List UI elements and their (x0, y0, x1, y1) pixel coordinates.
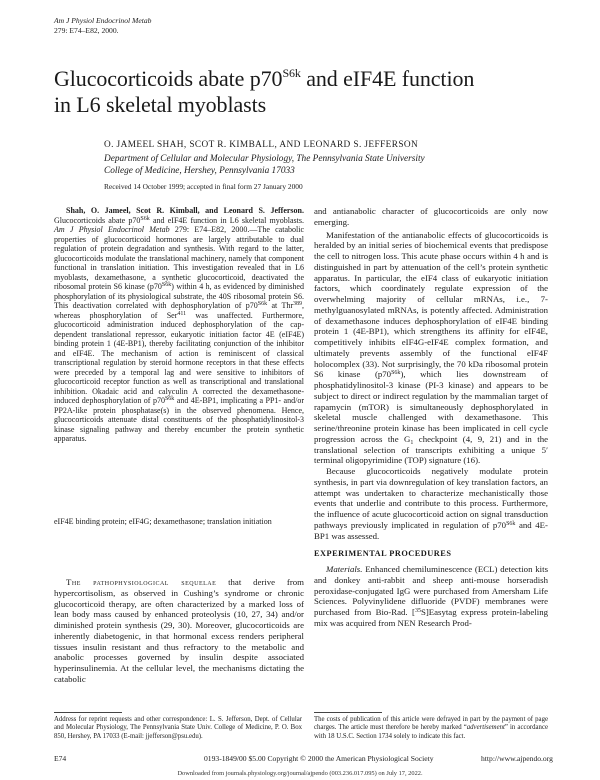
abstract-text: ) within 4 h, as evidenced by diminished phosphorylation of its physiological substrate, the 40S ribosomal protein S6. This deactivation correlated with dephosphorylation of p70 (54, 282, 304, 310)
abstract-sup: S6k (257, 301, 268, 307)
abstract-text: 279: E74–E82, 2000.—The catabolic properties of glucocorticoid hormones are largely attributable to dual regulation of protein degradation and synthesis. With regard to the latter, glucocorticoids modulate the translational machinery, namely that component functional in translation initiation. This investigation revealed that in L6 myoblasts, dexamethasone, a synthetic glucocorticoid, deactivated the ribosomal protein S6 kinase (p70 (54, 225, 304, 291)
materials-text: S]Easytag express protein-labeling mix was acquired from NEN Research Prod- (314, 607, 548, 628)
intro-text: that derive from hypercortisolism, as observed in Cushing’s syndrome or chronic glucocorticoid therapy, are often characterized by a marked loss of lean body mass caused by enhanced proteolysis (10, 27, 34) and/or diminished protein synthesis (29, 30). Moreover, glucocorticoids are inherently diabetogenic, in that hormonal excess renders peripheral tissues insulin resistant and thus refractory to the metabolic and anabolic processes governed by insulin despite associated hyperinsulinemia. At the cellular level, the mechanisms dictating the catabolic (54, 577, 304, 684)
article-title (54, 66, 544, 118)
correspondence-footnote: Address for reprint requests and other correspondence: L. S. Jefferson, Dept. of Cellular and Molecular Physiology, The Pennsylvania State Univ. College of Medicine, P. O. Box 850, Hershey, PA 17033 (E-mail: jjefferson@psu.edu). (54, 716, 302, 740)
fn-text: The costs of publication of this article were defrayed in part by the payment of page charges. The article must therefore be hereby marked “ (314, 716, 548, 732)
footnote-rule-right (314, 712, 382, 713)
abstract-authors: Shah, O. Jameel, Scot R. Kimball, and Leonard S. Jefferson. (66, 206, 304, 215)
page-number: E74 (54, 754, 67, 763)
materials-paragraph (314, 564, 548, 629)
fn-advertisement: advertisement (466, 724, 505, 732)
journal-url-link[interactable]: http://www.ajpendo.org (481, 754, 553, 763)
intro-lead: The pathophysiological sequelae (66, 577, 217, 587)
abstract-text: and eIF4E function in L6 skeletal myoblasts. (149, 215, 304, 225)
title-part2: and eIF4E function (300, 66, 475, 91)
paragraph-2 (314, 230, 548, 467)
p2-text: ), which lies downstream of phosphatidylinositol-3 kinase (PI-3 kinase) and appears to be subject to direct or indirect regulation by the mammalian target of rapamycin (mTOR) is simultaneously dephosphorylated in skeletal muscle challenged with dexamethasone. This serine/threonine protein kinase has been implicated in cell cycle progression across the G (314, 369, 548, 444)
title-superscript: S6k (282, 66, 301, 80)
p3-sup: S6k (506, 520, 516, 527)
title-line2: in L6 skeletal myoblasts (54, 92, 267, 117)
affiliation-line2: College of Medicine, Hershey, Pennsylvania 17033 (104, 165, 295, 176)
abstract-sup: 389 (293, 301, 302, 307)
abstract-sup: S6k (161, 282, 172, 288)
abstract-text: at Thr (267, 301, 293, 310)
abstract-text: , whereas phosphorylation of Ser (54, 301, 304, 320)
abstract-journal: Am J Physiol Endocrinol Metab (54, 225, 170, 234)
journal-citation (54, 16, 151, 36)
keywords: eIF4E binding protein; eIF4G; dexamethasone; translation initiation (54, 517, 272, 526)
journal-volume-pages: 279: E74–E82, 2000. (54, 26, 119, 35)
received-dates: Received 14 October 1999; accepted in final form 27 January 2000 (104, 182, 303, 191)
abstract-sup: S6k (164, 396, 175, 402)
p2-text: Manifestation of the antianabolic effects of glucocorticoids is heralded by an initial series of biochemical events that predispose the cell to nitrogen loss. This acute phase occurs within 4 h and is distinguished in part by attenuation of the cell’s protein synthetic apparatus. In particular, the eIF4 class of eukaryotic initiation factors, which coordinately regulate expression of the overwhelming majority of cellular mRNAs, i.e., 7-methylguanosylated mRNAs, is potently affected. Administration of dexamethasone induces dephosphorylation of eIF4E binding protein 1 (4E-BP1), which strengthens its affinity for eIF4E, competitively inhibits eIF4G-eIF4E complex formation, and ultimately prevents assembly of the functional eIF4F holocomplex (33). Not surprisingly, the 70 kDa ribosomal protein S6 kinase (p70 (314, 229, 548, 380)
copyright-line: 0193-1849/00 $5.00 Copyright © 2000 the American Physiological Society (204, 754, 434, 763)
abstract-text: Glucocorticoids abate p70 (54, 215, 141, 225)
affiliation-line1: Department of Cellular and Molecular Physiology, The Pennsylvania State University (104, 154, 425, 164)
p2-sup: S6k (391, 370, 401, 377)
section-heading: EXPERIMENTAL PROCEDURES (314, 549, 452, 559)
materials-label: Materials. (326, 564, 363, 574)
abstract-sup: S6k (140, 215, 150, 222)
abstract-text: and 4E-BP1, implicating a PP1- and/or PP2A-like protein phosphatase(s) in the observed phenomena. Hence, glucocorticoids attenuate distal constituents of the phosphatidylinositol-3 kinase signaling pathway and thereby encumber the protein synthetic apparatus. (54, 396, 304, 443)
intro-continuation: and antianabolic character of glucocorticoids are only now emerging. (314, 206, 548, 227)
abstract-text: was unaffected. Furthermore, glucocorticoid administration induced dephosphorylation of the cap-dependent translational repressor, eukaryotic initiation factor 4E (eIF4E) binding protein 1 (4E-BP1), thereby facilitating conjunction of the inhibitor and eIF4E. The mechanism of action is reminiscent of classical transcriptional regulation by steroid hormone receptors in that these effects were preceded by a temporal lag and were sensitive to inhibitors of glucocorticoid receptor function as well as transcriptional and translational inhibition. Okadaic acid and calyculin A corrected the dexamethasone-induced dephosphorylation of p70 (54, 310, 304, 405)
p3-text: and 4E-BP1 was assessed. (314, 519, 548, 541)
introduction (54, 577, 304, 685)
footnote-rule-left (54, 712, 122, 713)
journal-name: Am J Physiol Endocrinol Metab (54, 16, 152, 25)
publication-cost-footnote (314, 716, 548, 741)
author-list: O. JAMEEL SHAH, SCOT R. KIMBALL, AND LEONARD S. JEFFERSON (104, 140, 419, 150)
affiliation (104, 154, 544, 177)
download-notice: Downloaded from journals.physiology.org/journal/ajpendo (003.236.017.095) on July 17, 2022. (177, 770, 423, 777)
title-part1: Glucocorticoids abate p70 (54, 66, 283, 91)
abstract (54, 206, 304, 444)
paragraph-3 (314, 466, 548, 541)
p2-text: checkpoint (4, 9, 21) and in the translational selection of transcripts exhibiting a unique 5′ terminal oligopyrimidine (TOP) signature (16). (314, 433, 548, 466)
p2-sub: 1 (410, 439, 414, 446)
materials-sup: 35 (414, 608, 421, 614)
fn-text: ” in accordance with 18 U.S.C. Section 1734 solely to indicate this fact. (314, 724, 548, 740)
abstract-sup: 411 (177, 310, 187, 317)
materials-text: Enhanced chemiluminescence (ECL) detection kits and donkey anti-rabbit and sheep anti-mouse horseradish peroxidase-conjugated IgG were purchased from Amersham Life Sciences. Polyvinylidene difluoride (PVDF) membranes were purchased from Bio-Rad. [ (314, 564, 548, 617)
p3-text: Because glucocorticoids negatively modulate protein synthesis, in part via downregulation of key translation factors, an attempt was undertaken to characterize mechanistically those events that underlie and contribute to this process. Furthermore, the influence of acute glucocorticoid action on signal transduction pathways previously implicated in regulation of p70 (314, 466, 548, 530)
right-column (314, 206, 548, 629)
